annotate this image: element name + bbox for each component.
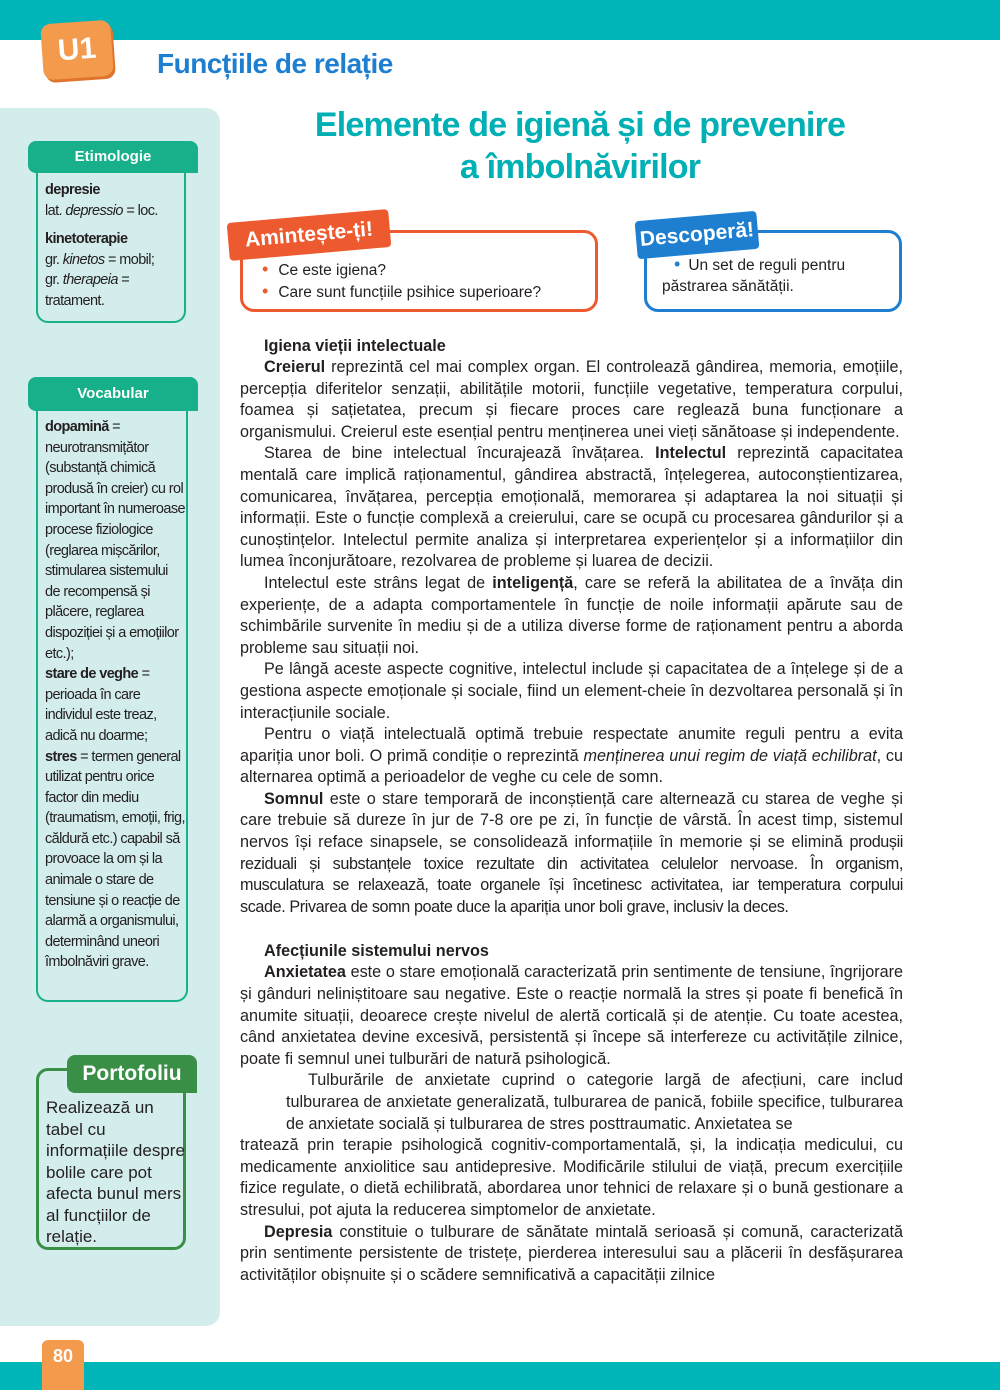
paragraph-text: Intelectul este strâns legat de (264, 573, 493, 592)
keyword-intelectul: Intelectul (655, 444, 727, 463)
aminteste-item: • Care sunt funcțiile psihice superioare? (262, 281, 541, 303)
vocab-term: stare de veghe (45, 666, 139, 683)
etim-origin-word: therapeia (62, 272, 118, 289)
etim-origin-prefix: lat. (45, 202, 62, 219)
descopera-title: Descoperă! (635, 211, 760, 259)
etim-entry-kinetoterapie (45, 229, 185, 311)
etimologie-title: Etimologie (28, 141, 198, 173)
etim-meaning: = loc. (126, 202, 158, 219)
article-body (240, 335, 903, 1286)
etim-term: kinetoterapie (45, 231, 128, 248)
paragraph-anxietatea (240, 962, 903, 1070)
etim-origin-prefix: gr. (45, 272, 60, 289)
paragraph-text: este o stare temporară de inconștiență care alternează cu starea de veghe și care trebuie să dureze în jur de 7-8 ore pe zi, în funcție de vârstă. În acest timp, sistemul nervos își reface sinapsele, se consolidează informațiile în memorie și se elimină (240, 789, 903, 852)
top-band (0, 0, 1000, 40)
chapter-title: Funcțiile de relație (157, 48, 393, 79)
portofoliu-title: Portofoliu (67, 1055, 197, 1093)
paragraph-text: , care se referă la abilitatea de a învăța din experiențe, de a adapta comportamentele în funcție de noile informații apărute sau de schimbările survenite în mediu și de a utiliza diverse forme de raționament pentru a aborda probleme sau situații noi. (240, 573, 904, 657)
paragraph-text: , cu alternarea optimă a perioadelor de veghe cu cele de somn. (240, 746, 903, 787)
etim-origin-word: depressio (65, 202, 123, 219)
section-heading-igiena: Igiena vieții intelectuale (264, 337, 446, 355)
emphasis-regim: menținerea unui regim de viață echilibrat (583, 746, 877, 765)
paragraph-text: Starea de bine intelectual încurajează învățarea. (264, 444, 656, 463)
spacer (240, 918, 903, 940)
paragraph-text: produșii reziduali și substanțele toxice rezultate din activitatea celulelor nervoase. În organism, musculatura se relaxează, toate organele își încetinesc activitatea, iar temperatura corpului scade. Privarea de somn poate duce la apariția unor boli grave, inclusiv la deces. (240, 833, 903, 916)
vocab-definition: = termen general utilizat pentru orice factor din mediu (traumatism, emoții, frig, căldură etc.) capabil să provoace la om și la animale o stare de tensiune și o reacție de alarmă a organismului, determinând uneori îmbolnăviri grave. (45, 748, 185, 971)
page-title-line1: Elemente de igienă și de prevenire (314, 106, 846, 144)
portofoliu-text: Realizează un tabel cu informațiile despre bolile care pot afecta bunul mers al funcțiilor de relație. (46, 1098, 185, 1246)
aminteste-list (262, 259, 541, 303)
paragraph-text: constituie o tulburare de sănătate mintală serioasă și comună, caracterizată prin sentimente persistente de tristețe, pierderea interesului sau a plăcerii în desfășurarea activităților obișnuite și o scădere semnificativă a capacității zilnice (240, 1222, 903, 1284)
page-number: 80 (42, 1340, 84, 1390)
aminteste-title: Amintește-ți! (227, 209, 392, 261)
vocab-definition: = neurotransmițător (substanță chimică produsă în creier) cu rol important în numeroase procese fiziologice (reglarea mișcărilor, stimularea sistemului de recompensă și plăcere, reglarea dispoziției și a emoțiilor etc.); (45, 419, 185, 662)
unit-badge: U1 (40, 20, 114, 81)
etim-origin-prefix: gr. (45, 251, 60, 268)
keyword-inteligenta: inteligență (492, 573, 574, 592)
paragraph-tratament: tratează prin terapie psihologică cognitiv-comportamentală, și, la indicația medicului, cu medicamente anxiolitice sau antidepresive. Modificările stilului de viață, precum exercițiile fizice regulate, o dietă echilibrată, abordarea unor tehnici de relaxare și o bună gestionare a stresului, pot ajuta la reducerea simptomelor de anxietate. (240, 1136, 903, 1219)
keyword-somnul: Somnul (264, 789, 324, 808)
descopera-text: Un set de reguli pentru păstrarea sănătății. (662, 257, 846, 295)
etim-meaning: = mobil; (107, 251, 155, 268)
paragraph-intelectul (240, 443, 903, 573)
paragraph-text: reprezintă cel mai complex organ. El controlează gândirea, memoria, emoțiile, percepția diferitelor senzații, abilitățile motorii, funcțiile vegetative, temperatura corpului, foamea și sațietatea, precum și fiecare proces care reglează buna funcționare a organismului. Creierul este esențial pentru menținerea unei vieți sănătoase și independente. (240, 358, 903, 441)
vocabular-title: Vocabular (28, 377, 198, 411)
paragraph-text: reprezintă capacitatea mentală care implică raționamentul, gândirea abstractă, înțelegerea, autoconștientizarea, comunicarea, învățarea, percepția emoțională, memorarea și adaptarea la noi situații și informații. Este o funcție complexă a creierului, care se ocupă cu procesarea gândurilor și a cunoștințelor. Intelectul permite analiza și interpretarea experiențelor și a informațiilor din lumea înconjurătoare, rezolvarea de probleme și luarea de decizii. (240, 444, 904, 571)
paragraph-text: este o stare emoțională caracterizată prin sentimente de tensiune, îngrijorare și gânduri neliniștitoare sau negative. Este o reacție normală la stres și poate fi benefică în anumite situații, deoarece crește nivelul de alertă corticală și de atenție. Cu toate acestea, când anxietatea devine excesivă, persistentă și începe să interfereze cu activitățile zilnice, poate fi semnul unei tulburări de natură psihologică. (240, 963, 903, 1068)
page-title (280, 104, 880, 188)
etim-origin-word: kinetos (62, 251, 105, 268)
paragraph-viata-optima (240, 724, 903, 789)
paragraph-aspecte: Pe lângă aceste aspecte cognitive, intelectul include și capacitatea de a înțelege și de a gestiona aspecte emoționale și sociale, fiind un element-cheie în dezvoltarea personală și în interacțiunile sociale. (240, 660, 903, 722)
etim-meaning: = tratament. (45, 272, 130, 309)
paragraph-inteligenta (240, 573, 903, 659)
vocab-definition: = perioada în care individul este treaz, adică nu doarme; (45, 666, 157, 744)
paragraph-somnul (240, 789, 903, 919)
etimologie-content (45, 180, 185, 320)
keyword-depresia: Depresia (264, 1222, 333, 1241)
descopera-content (662, 254, 882, 297)
keyword-creierul: Creierul (264, 358, 326, 376)
paragraph-tulburari: Tulburările de anxietate cuprind o categorie largă de afecțiuni, care includ tulburarea de anxietate generalizată, tulburarea de panică, fobiile specifice, tulburarea de anxietate socială și tulburarea de stres posttraumatic. Anxietatea se (286, 1071, 903, 1133)
vocab-term: stres (45, 748, 77, 765)
bottom-band (0, 1362, 1000, 1390)
etim-entry-depresie (45, 180, 185, 221)
paragraph-creierul (240, 357, 903, 443)
etim-term: depresie (45, 182, 100, 198)
paragraph-depresia (240, 1222, 903, 1287)
vocab-entry (45, 747, 185, 974)
bullet-icon: • (674, 254, 681, 274)
page-title-line2: a îmbolnăvirilor (459, 148, 701, 186)
section-heading-afectiuni: Afecțiunile sistemului nervos (264, 942, 489, 961)
paragraph-text: Pentru o viață intelectuală optimă trebuie respectate anumite reguli pentru a evita apariția unor boli. O primă condiție o reprezintă (240, 725, 903, 765)
vocab-entry (45, 417, 185, 664)
keyword-anxietatea: Anxietatea (264, 963, 346, 982)
vocab-term: dopamină (45, 419, 109, 435)
vocabular-content (45, 417, 185, 973)
vocab-entry (45, 664, 185, 746)
aminteste-item: • Ce este igiena? (262, 259, 541, 281)
